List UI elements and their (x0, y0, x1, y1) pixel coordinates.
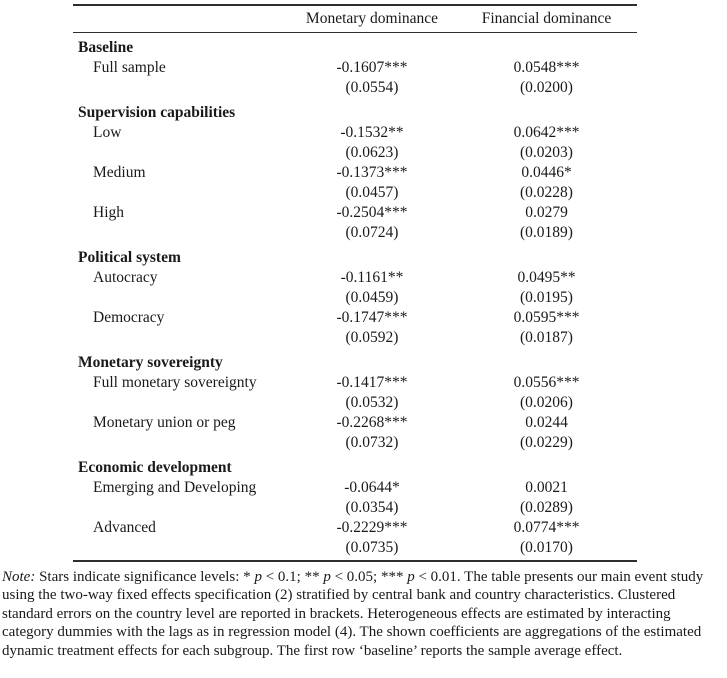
row-label: Autocracy (93, 269, 158, 286)
row-label: Medium (93, 164, 146, 181)
table-row-coefficients (73, 373, 637, 393)
coef-financial: 0.0642*** (513, 124, 580, 141)
section-title: Economic development (78, 459, 232, 476)
table-row-standard-errors (73, 78, 637, 98)
se-financial: (0.0228) (520, 184, 573, 201)
se-monetary: (0.0459) (345, 289, 399, 306)
coef-financial: 0.0495** (517, 269, 576, 286)
table-row-coefficients (73, 413, 637, 433)
section-title: Baseline (78, 39, 134, 56)
se-financial: (0.0200) (520, 79, 573, 96)
note-segment: < 0.05; *** (330, 569, 408, 585)
coef-monetary: -0.1161** (340, 269, 404, 286)
se-monetary: (0.0532) (345, 394, 399, 411)
table-row-coefficients (73, 478, 637, 498)
note-math-symbol: p (323, 569, 331, 585)
column-header-financial-dominance: Financial dominance (481, 10, 612, 27)
coef-monetary: -0.2504*** (336, 204, 408, 221)
coef-monetary: -0.1747*** (336, 309, 408, 326)
se-monetary: (0.0554) (345, 79, 399, 96)
table-bottom-rule (73, 560, 637, 562)
table-row-standard-errors (73, 288, 637, 308)
note-math-symbol: p (254, 569, 262, 585)
table-section (73, 38, 637, 98)
se-financial: (0.0289) (520, 499, 573, 516)
table-row-coefficients (73, 268, 637, 288)
note-math-symbol: p (407, 569, 415, 585)
row-label: Full sample (93, 59, 166, 76)
row-label: Low (93, 124, 122, 141)
note-segment: < 0.1; ** (261, 569, 324, 585)
coef-monetary: -0.1607*** (336, 59, 408, 76)
table-row-standard-errors (73, 143, 637, 163)
coef-financial: 0.0446* (521, 164, 572, 181)
coef-financial: 0.0244 (525, 414, 568, 431)
column-header-monetary-dominance: Monetary dominance (305, 10, 439, 27)
table-row-standard-errors (73, 433, 637, 453)
table-row-standard-errors (73, 223, 637, 243)
coef-monetary: -0.0644* (344, 479, 400, 496)
row-label: Monetary union or peg (93, 414, 236, 431)
se-monetary: (0.0724) (345, 224, 399, 241)
se-monetary: (0.0732) (345, 434, 399, 451)
coef-financial: 0.0021 (525, 479, 568, 496)
table-row-coefficients (73, 308, 637, 328)
se-monetary: (0.0457) (345, 184, 399, 201)
se-financial: (0.0206) (520, 394, 573, 411)
se-financial: (0.0189) (520, 224, 573, 241)
table-section (73, 353, 637, 453)
coef-monetary: -0.1373*** (336, 164, 408, 181)
coef-financial: 0.0548*** (513, 59, 580, 76)
se-financial: (0.0229) (520, 434, 573, 451)
table-row-standard-errors (73, 538, 637, 558)
table-note (2, 568, 725, 660)
note-text (2, 569, 703, 659)
row-label: Emerging and Developing (93, 479, 257, 496)
note-label: Note: (2, 569, 36, 585)
table-body (73, 38, 637, 560)
row-label: Full monetary sovereignty (93, 374, 257, 391)
table-row-coefficients (73, 203, 637, 223)
table-row-coefficients (73, 123, 637, 143)
se-financial: (0.0187) (520, 329, 573, 346)
results-table (73, 4, 637, 562)
note-segment: < 0.01. The table presents our main event study using the two-way fixed effects specification (2) stratified by central bank and country characteristics. Clustered standard errors on the country level are reported in brackets. Heterogeneous effects are estimated by interacting category dummies with the lags as in regression model (4). The shown coefficients are aggregations of the estimated dynamic treatment effects for each subgroup. The first row ‘baseline’ reports the sample average effect. (2, 569, 704, 659)
table-row-standard-errors (73, 328, 637, 348)
table-section (73, 458, 637, 558)
coef-financial: 0.0556*** (513, 374, 580, 391)
se-monetary: (0.0623) (345, 144, 399, 161)
coef-monetary: -0.1417*** (336, 374, 408, 391)
se-monetary: (0.0735) (345, 539, 399, 556)
note-segment: Stars indicate significance levels: * (35, 569, 255, 585)
coef-monetary: -0.2268*** (336, 414, 408, 431)
table-header-row (73, 6, 637, 32)
se-monetary: (0.0592) (345, 329, 399, 346)
section-title: Supervision capabilities (78, 104, 236, 121)
section-title: Monetary sovereignty (78, 354, 223, 371)
se-monetary: (0.0354) (345, 499, 399, 516)
coef-monetary: -0.2229*** (336, 519, 408, 536)
row-label: Democracy (93, 309, 165, 326)
table-header-rule (73, 32, 637, 33)
table-row-standard-errors (73, 183, 637, 203)
paper-page (0, 4, 727, 678)
coef-financial: 0.0279 (525, 204, 568, 221)
table-row-standard-errors (73, 498, 637, 518)
row-label: Advanced (93, 519, 156, 536)
table-section (73, 248, 637, 348)
section-title: Political system (78, 249, 181, 266)
table-row-standard-errors (73, 393, 637, 413)
se-financial: (0.0170) (520, 539, 573, 556)
table-row-coefficients (73, 163, 637, 183)
table-row-coefficients (73, 518, 637, 538)
se-financial: (0.0203) (520, 144, 573, 161)
row-label: High (93, 204, 124, 221)
table-row-coefficients (73, 58, 637, 78)
table-section (73, 103, 637, 243)
se-financial: (0.0195) (520, 289, 573, 306)
coef-financial: 0.0774*** (513, 519, 580, 536)
coef-financial: 0.0595*** (513, 309, 580, 326)
coef-monetary: -0.1532** (340, 124, 404, 141)
